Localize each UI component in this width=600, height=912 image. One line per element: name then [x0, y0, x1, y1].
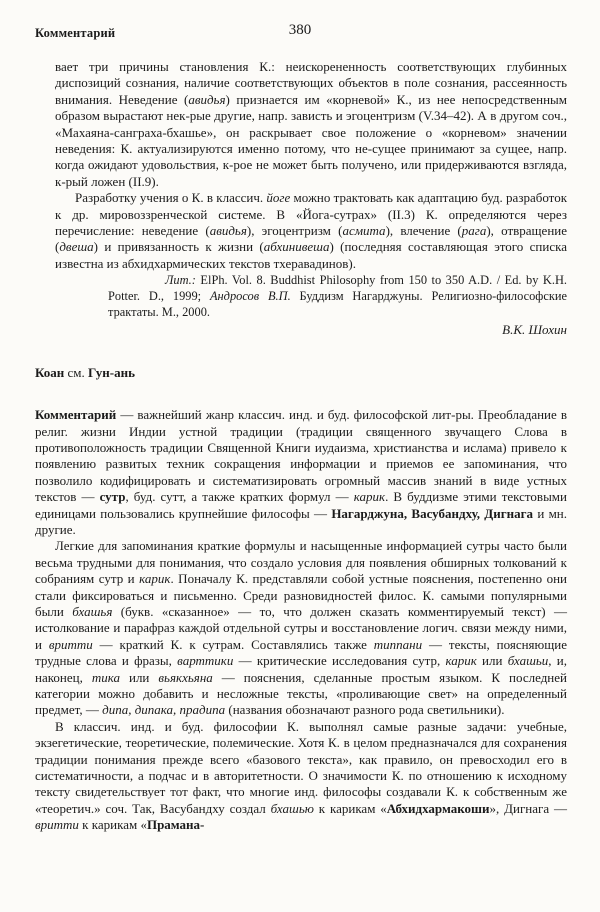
italic-text: Лит.: — [165, 273, 196, 288]
text-run: или — [476, 653, 508, 669]
text-run: можно трактовать как адаптацию буд. разработок к др. мировоззренческой системе. В «Йога-сутрах» (II.3) К. определяются через перечисление: неведение ( — [55, 190, 568, 239]
text-run: Разработку учения о К. в классич. — [75, 190, 267, 206]
bold-text: Абхидхармакоши — [386, 800, 490, 816]
text-run: В классич. инд. и буд. философии К. выполнял самые разные задачи: учебные, экзегетические, теоретические, полемические. Хотя К. в целом предназначался для сохранения традиции понимания прежде всего «базового текста», как правило, он превосходил его в систематичности, а подчас и в авторитетности. О значимости К. по отношению к исходному тексту свидетельствует тот факт, что многие инд. философы создавали К. к собственным же «теоретич.» соч. Так, Васубандху создал — [35, 718, 567, 816]
bold-text: Коан — [35, 364, 65, 380]
italic-text: абхинивеша — [263, 239, 330, 255]
bold-text: Комментарий — [35, 407, 117, 423]
bold-text: сутр — [99, 489, 126, 505]
paragraph — [35, 538, 567, 718]
text-run: см. — [64, 364, 89, 380]
italic-text: бхашья — [72, 603, 113, 619]
article-klesha-continuation — [55, 59, 567, 339]
paragraph — [55, 190, 567, 272]
italic-text: двеша — [59, 239, 94, 255]
text-run: (букв. «сказанное» — то, что должен сказать комментируемый текст) — истолкование и парафраз каждой отдельной сутры и восстановление логич. связи между ними, и — [35, 603, 568, 652]
italic-text: карик — [445, 653, 477, 669]
italic-text: Андросов В.П. — [209, 289, 291, 304]
text-run: вает три причины становления К.: неискорененность соответствующих глубинных диспозиций сознания, наличие соответствующих объектов в поле сознания, рассеянность внимания. Неведение ( — [55, 59, 567, 107]
italic-text: бхашьи — [507, 653, 549, 669]
italic-text: карик — [353, 489, 386, 505]
entry-kommentariy — [35, 407, 567, 834]
italic-text: вьякхьяна — [158, 669, 213, 685]
entry-paragraphs — [35, 407, 567, 834]
text-run: Буддизм Нагарджуны. Религиозно-философские трактаты. М., 2000. — [108, 289, 567, 320]
italic-text: йоге — [266, 190, 291, 206]
text-run: ), влечение ( — [385, 223, 462, 239]
text-run: (названия обозначают разного рода светильники). — [225, 702, 505, 718]
cross-reference — [35, 365, 567, 381]
italic-text: варттики — [177, 653, 234, 669]
text-run: ), эгоцентризм ( — [246, 223, 343, 239]
running-title: Комментарий — [35, 26, 116, 40]
italic-text: авидья — [209, 223, 247, 239]
literature-reference — [108, 272, 567, 320]
text-run: к карикам « — [313, 800, 387, 816]
page-body — [0, 42, 600, 834]
text-run: , и, наконец, — [35, 653, 567, 685]
text-run: Легкие для запоминания краткие формулы и насыщенные информацией сутры часто были весьма трудными для понимания, что создало условия для появления обширных толкований к собраниям сутр и — [35, 538, 567, 587]
paragraph — [35, 407, 567, 538]
italic-text: типпани — [373, 636, 423, 652]
text-run: ), отвращение ( — [55, 223, 568, 255]
text-run: , буд. сутт, а также кратких формул — — [125, 489, 354, 505]
text-run: — тексты, поясняющие трудные слова и фразы, — [35, 636, 567, 669]
italic-text: рага — [461, 223, 487, 239]
text-run: ) (последняя составляющая этого списка известна из абхидхармических текстов тхеравадинов). — [55, 239, 567, 271]
paragraph — [35, 719, 567, 834]
page-number: 380 — [288, 22, 312, 38]
text-run: », Дигнага — — [489, 800, 567, 816]
text-run: — пояснения, сделанные простым языком. К последней категории можно добавить и несложные тексты, «проливающие свет» на определенный предмет, — — [35, 669, 567, 718]
text-run: или — [119, 669, 159, 685]
italic-text: вритти — [35, 817, 79, 833]
italic-text: бхашью — [270, 800, 314, 816]
bold-text: Прамана- — [146, 817, 205, 833]
text-run: . Поначалу К. представляли собой устные пояснения, постепенно они стали фиксироваться и письменно. Среди разновидностей филос. К. самыми популярными были — [35, 571, 568, 619]
paragraph — [55, 59, 567, 190]
text-run: и мн. другие. — [35, 505, 567, 537]
italic-text: тика — [91, 669, 120, 685]
text-run: ElPh. Vol. 8. Buddhist Philosophy from 150 to 350 A.D. / Ed. by K.H. Potter. D., 1999; — [108, 273, 567, 304]
text-run: — важнейший жанр классич. инд. и буд. философской лит-ры. Преобладание в религ. жизни Индии устной традиции (традиции священного звучащего Слова в противоположность традиции Священной Книги иудаизма, христианства и ислама) привело к появлению развитых техник сокращения информации и приемов ее запоминания, что позволило кодифицировать и систематизировать огромный массив знаний в виде устных текстов — — [35, 407, 567, 505]
entry-koan — [35, 365, 567, 381]
italic-text: авидья — [188, 91, 226, 107]
text-run: к карикам « — [78, 817, 147, 833]
article-paragraphs — [55, 59, 567, 272]
bold-text: Нагарджуна, Васубандху, Дигнага — [331, 505, 534, 521]
text-run: . В буддизме этими текстовыми единицами пользовались крупнейшие философы — — [35, 489, 567, 521]
page-header — [0, 0, 600, 42]
text-run: ) признается им «корневой» К., из нее непосредственным образом вырастают нек-рые другие, напр. зависть и эгоцентризм (V.34–42). А в другом соч., «Махаяна-санграха-бхашье», он раскрывает свое положение о «корневом» значении неведения: К. актуализируются именно потому, что не-сущее принимают за сущее, напр. когда ожидают удовольствия, к-рое не может быть получено, или придерживаются взгляда, к-рый ложен (II.9). — [55, 91, 567, 189]
author-signature: В.К. Шохин — [502, 322, 567, 338]
text-run: — критические исследования сутр, — [233, 653, 446, 669]
bold-text: Гун-ань — [88, 364, 135, 380]
italic-text: карик — [139, 571, 171, 587]
text-run: — краткий К. к сутрам. Составлялись также — [92, 636, 374, 652]
italic-text: асмита — [342, 223, 386, 239]
italic-text: вритти — [48, 636, 93, 652]
italic-text: дипа, дипака, прадипа — [102, 702, 226, 718]
text-run: ) и привязанность к жизни ( — [93, 239, 264, 255]
